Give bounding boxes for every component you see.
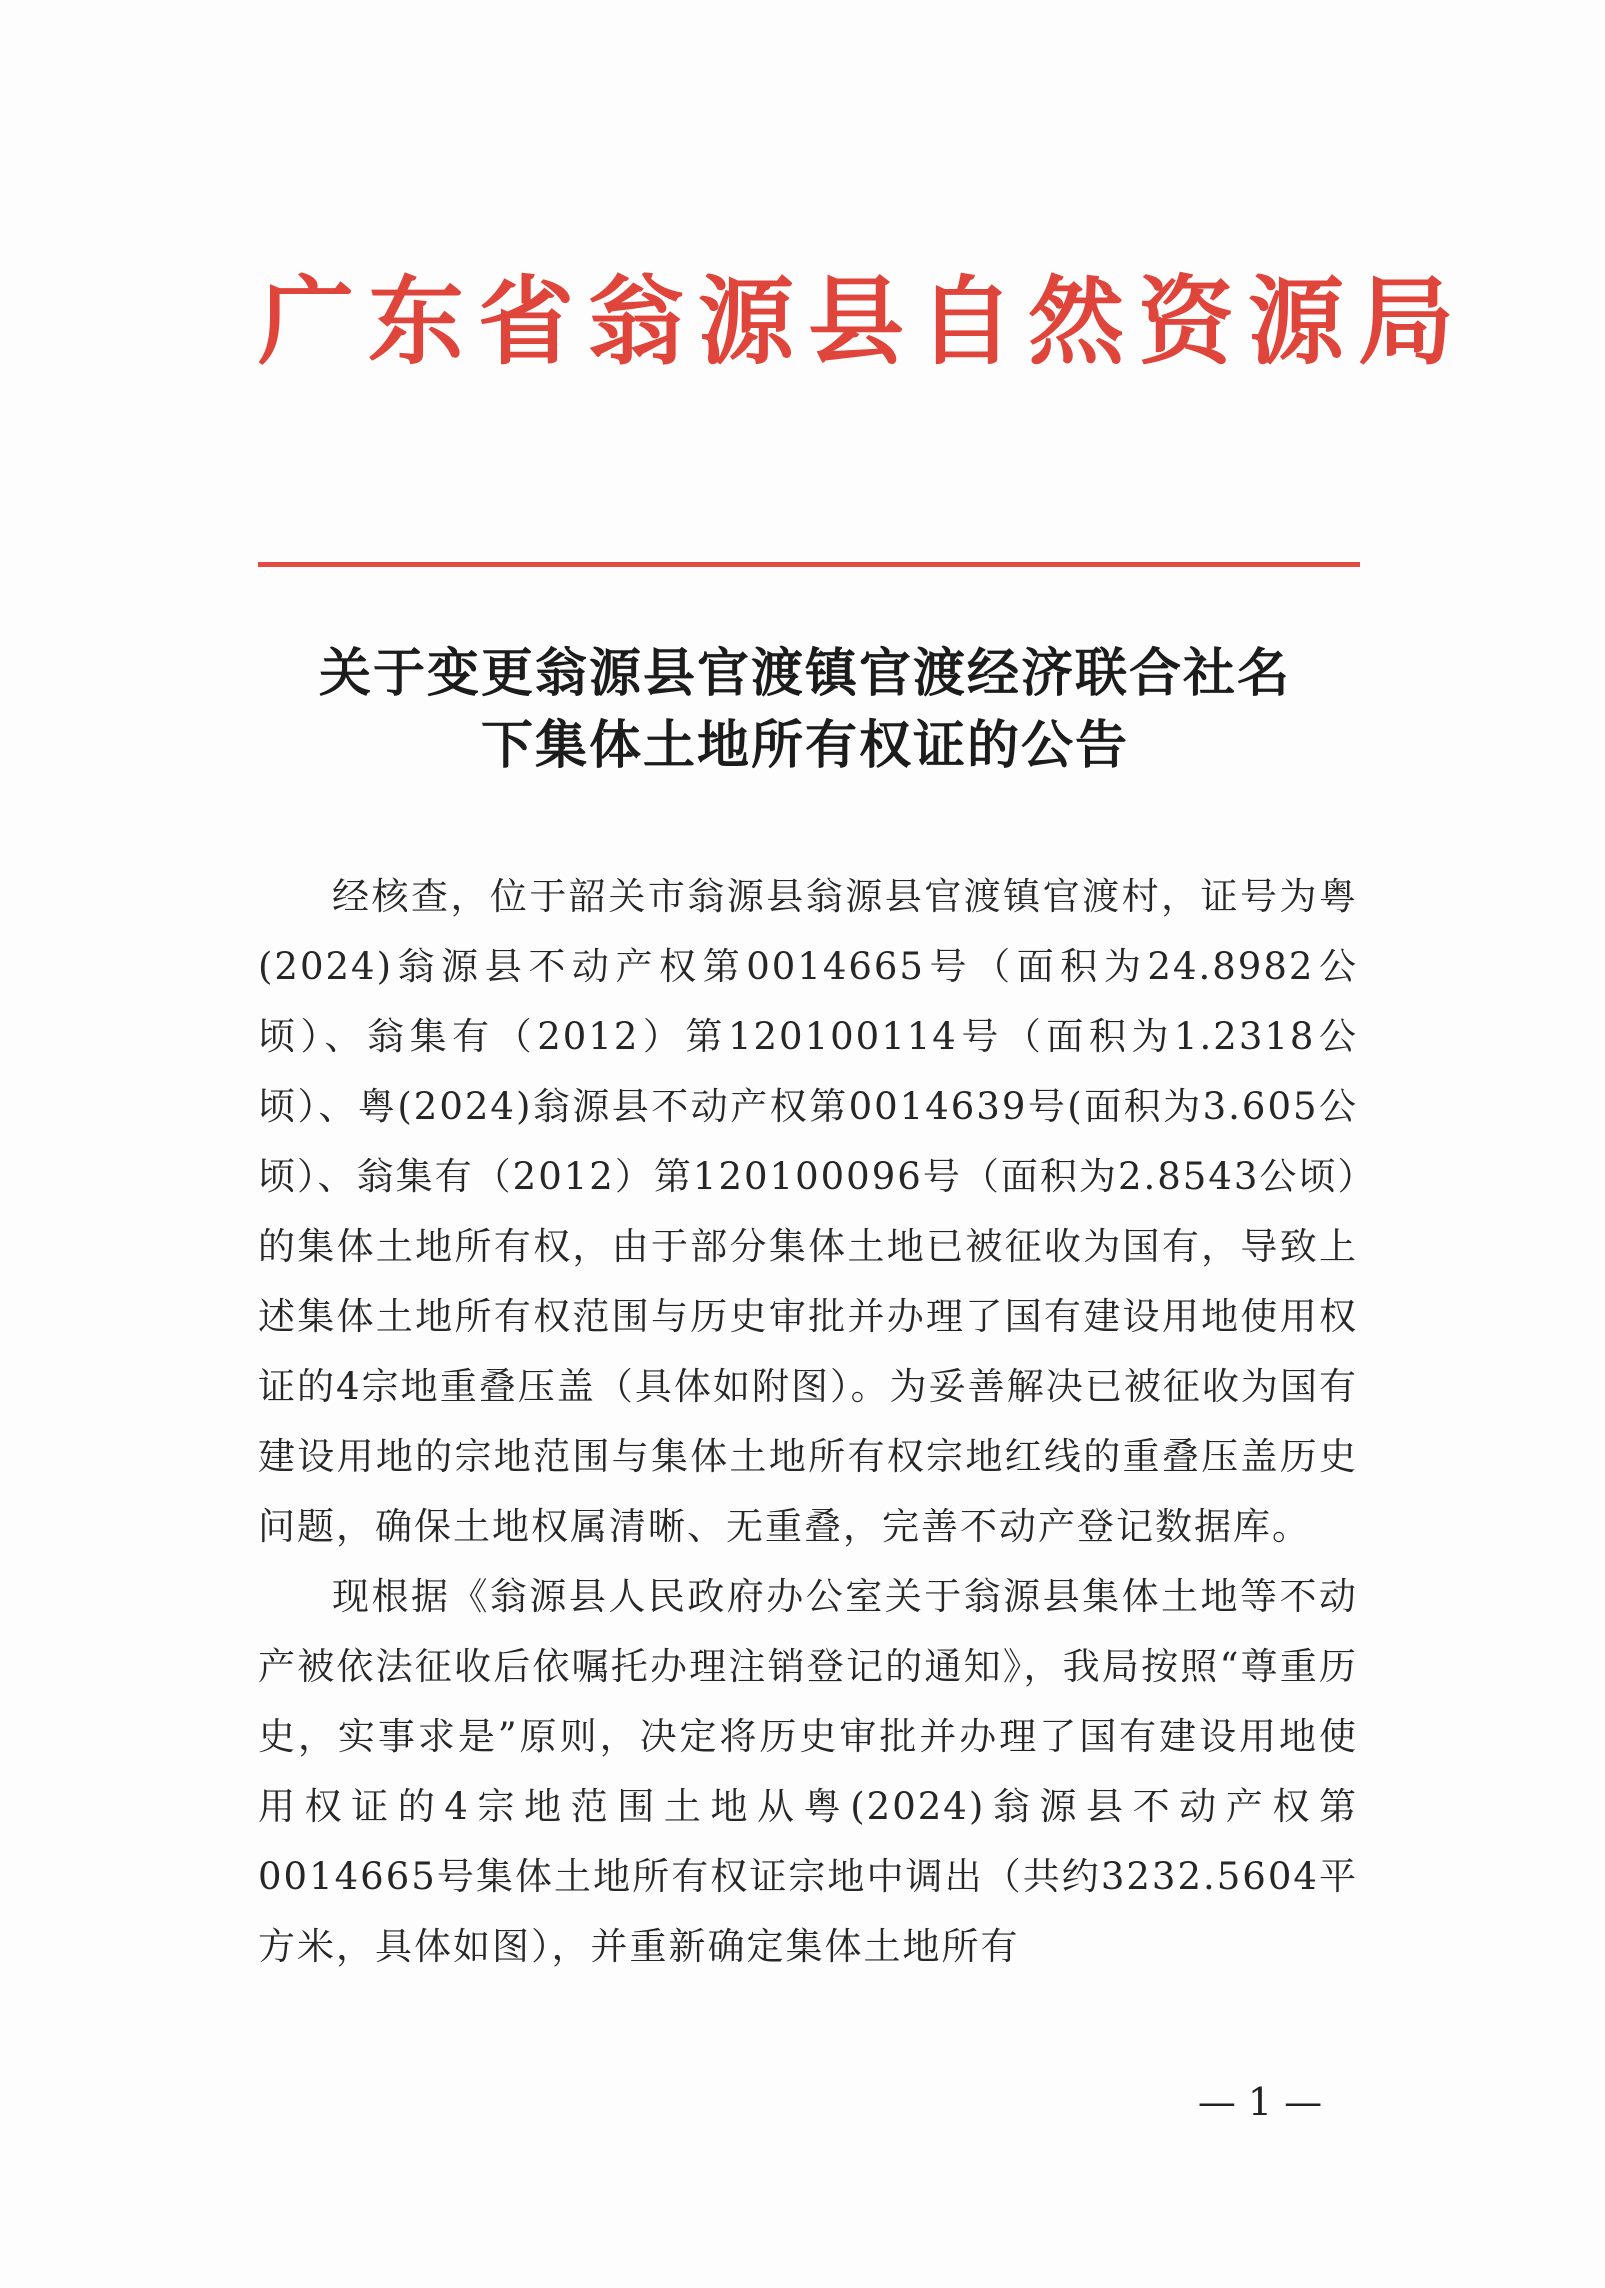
- document-body: [258, 862, 1358, 1982]
- document-title-line-2: 下集体土地所有权证的公告: [480, 716, 1129, 776]
- document-title-line-1: 关于变更翁源县官渡镇官渡经济联合社名: [318, 644, 1291, 704]
- letterhead-org-name: 广东省翁源县自然资源局: [258, 266, 1468, 378]
- document-title: [250, 638, 1360, 782]
- letterhead-red-rule: [258, 562, 1360, 567]
- body-paragraph-1: 经核查，位于韶关市翁源县翁源县官渡镇官渡村，证号为粤(2024)翁源县不动产权第0014665号（面积为24.8982公顷）、翁集有（2012）第120100114号（面积为1.2318公顷）、粤(2024)翁源县不动产权第0014639号(面积为3.605公顷）、翁集有（2012）第120100096号（面积为2.8543公顷）的集体土地所有权，由于部分集体土地已被征收为国有，导致上述集体土地所有权范围与历史审批并办理了国有建设用地使用权证的4宗地重叠压盖（具体如附图）。为妥善解决已被征收为国有建设用地的宗地范围与集体土地所有权宗地红线的重叠压盖历史问题，确保土地权属清晰、无重叠，完善不动产登记数据库。: [258, 875, 1358, 1548]
- page-number: — 1 —: [1197, 2080, 1323, 2124]
- body-paragraph-2: 现根据《翁源县人民政府办公室关于翁源县集体土地等不动产被依法征收后依嘱托办理注销登记的通知》，我局按照“尊重历史，实事求是”原则，决定将历史审批并办理了国有建设用地使用权证的4宗地范围土地从粤(2024)翁源县不动产权第0014665号集体土地所有权证宗地中调出（共约3232.5604平方米，具体如图），并重新确定集体土地所有: [258, 1575, 1358, 1968]
